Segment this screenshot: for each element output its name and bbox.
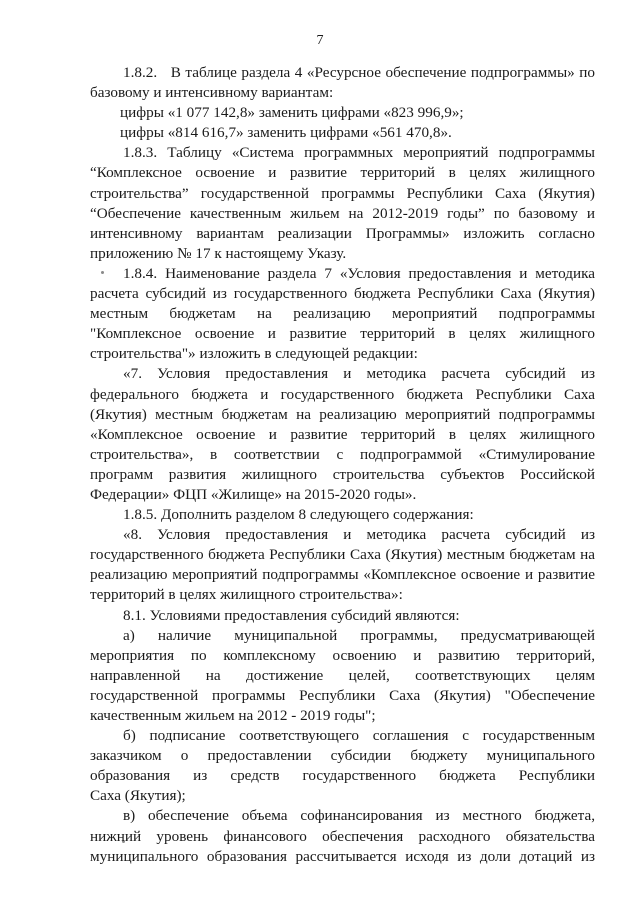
text-line: заказчиком о предоставлении субсидии бюджету муниципального bbox=[90, 747, 595, 765]
text-line: местным бюджетам на реализацию мероприятий подпрограммы bbox=[90, 305, 595, 323]
text-line: государственного бюджета Республики Саха (Якутия) местным бюджетам на bbox=[90, 546, 595, 564]
text-line: 8.1. Условиями предоставления субсидий являются: bbox=[123, 606, 460, 624]
text-line: «Комплексное освоение и развитие территорий в целях жилищного bbox=[90, 425, 595, 443]
text-line: базовому и интенсивному вариантам: bbox=[90, 84, 334, 102]
text-line: «8. Условия предоставления и методика расчета субсидий из bbox=[123, 526, 595, 544]
text-line: б) подписание соответствующего соглашения с государственным bbox=[123, 727, 595, 745]
text-line: 1.8.5. Дополнить разделом 8 следующего содержания: bbox=[123, 506, 474, 524]
text-line: а) наличие муниципальной программы, предусматривающей bbox=[123, 626, 595, 644]
document-body bbox=[90, 63, 595, 867]
text-line: строительства” государственной программы Республики Саха (Якутия) bbox=[90, 184, 595, 202]
text-line: приложению № 17 к настоящему Указу. bbox=[90, 244, 347, 262]
text-line: государственной программы Республики Саха (Якутия) "Обеспечение bbox=[90, 686, 595, 704]
text-line: расчета субсидий из государственного бюджета Республики Саха (Якутия) bbox=[90, 285, 595, 303]
text-line: Саха (Якутия); bbox=[90, 787, 186, 805]
text-line: строительства», в соответствии с подпрограммой «Стимулирование bbox=[90, 445, 595, 463]
text-line: мероприятия по комплексному освоению и развитию территорий, bbox=[90, 646, 595, 664]
page-number: 7 bbox=[316, 33, 324, 48]
text-line: (Якутия) местным бюджетам на реализацию мероприятий подпрограммы bbox=[90, 405, 595, 423]
text-line: направленной на достижение целей, соответствующих целям bbox=[90, 666, 595, 684]
text-line: муниципального образования рассчитывается исходя из доли дотаций из bbox=[90, 847, 595, 865]
text-line: федерального бюджета и государственного бюджета Республики Саха bbox=[90, 385, 595, 403]
text-line: "Комплексное освоение и развитие территорий в целях жилищного bbox=[90, 325, 595, 343]
text-line: “Обеспечение качественным жильем на 2012-2019 годы” по базовому и bbox=[90, 204, 595, 222]
text-line: реализацию мероприятий подпрограммы «Комплексное освоение и развитие bbox=[90, 566, 595, 584]
text-line: качественным жильем на 2012 - 2019 годы"; bbox=[90, 707, 376, 724]
text-line: образования из средств государственного бюджета Республики bbox=[90, 767, 595, 785]
text-line: строительства"» изложить в следующей редакции: bbox=[90, 345, 418, 363]
text-line: территорий в целях жилищного строительства»: bbox=[90, 586, 403, 604]
text-line: «7. Условия предоставления и методика расчета субсидий из bbox=[123, 365, 595, 383]
text-line: нижний уровень финансового обеспечения расходного обязательства bbox=[90, 827, 595, 845]
text-line: в) обеспечение объема софинансирования из местного бюджета, bbox=[123, 807, 595, 825]
text-line: интенсивному вариантам реализации Программы» изложить согласно bbox=[90, 224, 595, 242]
text-line: 1.8.3. Таблицу «Система программных мероприятий подпрограммы bbox=[123, 144, 595, 162]
text-line: 1.8.2. В таблице раздела 4 «Ресурсное обеспечение подпрограммы» по bbox=[123, 64, 595, 81]
text-line: “Комплексное освоение и развитие территорий в целях жилищного bbox=[90, 164, 595, 182]
text-line: 1.8.4. Наименование раздела 7 «Условия предоставления и методика bbox=[123, 264, 595, 282]
text-line: программ развития жилищного строительства субъектов Российской bbox=[90, 465, 595, 483]
text-line: цифры «1 077 142,8» заменить цифрами «823 996,9»; bbox=[120, 104, 464, 122]
text-line: Федерации» ФЦП «Жилище» на 2015-2020 годы». bbox=[90, 485, 417, 503]
text-line: цифры «814 616,7» заменить цифрами «561 470,8». bbox=[120, 124, 452, 142]
